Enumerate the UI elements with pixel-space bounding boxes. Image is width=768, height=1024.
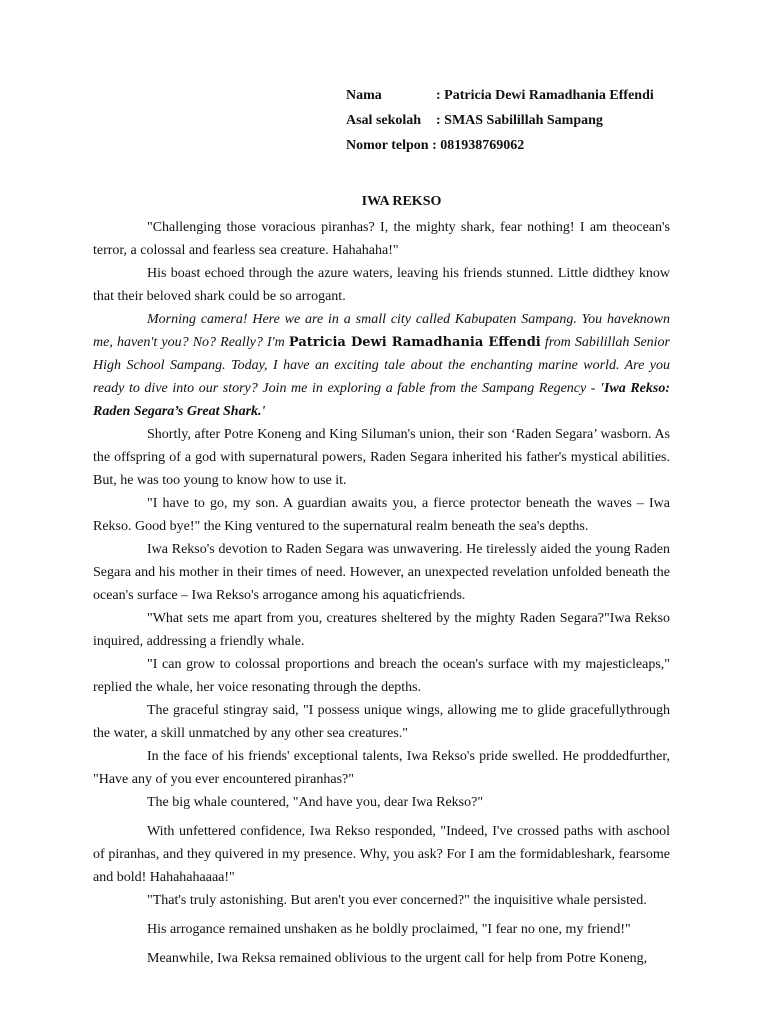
phone-label: Nomor telpon <box>346 138 429 153</box>
paragraph: "I have to go, my son. A guardian awaits you, a fierce protector beneath the waves – Iwa Rekso. Good bye!" the King ventured to the supernatural realm beneath the sea's depths. <box>93 496 670 534</box>
author-name: Patricia Dewi Ramadhania Effendi <box>288 335 541 350</box>
school-label: Asal sekolah <box>346 113 422 128</box>
paragraph: "Challenging those voracious piranhas? I, the mighty shark, fear nothing! I am theocean's terror, a colossal and fearless sea creature. Hahahaha!" <box>93 220 670 258</box>
name-value: : Patricia Dewi Ramadhania Effendi <box>436 88 654 103</box>
narrator-text: from Sabilillah Senior High School Sampang. Today, I have an exciting tale about the enchanting marine world. Are you ready to dive into our story? Join me in exploring a fable from the Sampang Regency - <box>93 335 671 396</box>
paragraph: "What sets me apart from you, creatures sheltered by the mighty Raden Segara?"Iwa Rekso inquired, addressing a friendly whale. <box>93 611 670 649</box>
paragraph: The graceful stingray said, "I possess unique wings, allowing me to glide gracefullythrough the water, a skill unmatched by any other sea creatures." <box>93 703 670 741</box>
paragraph: Iwa Rekso's devotion to Raden Segara was unwavering. He tirelessly aided the young Raden Segara and his mother in their times of need. However, an unexpected revelation unfolded beneath the ocean's surface – Iwa Rekso's arrogance among his aquaticfriends. <box>93 542 670 603</box>
story-title: IWA REKSO <box>361 194 442 209</box>
school-value: : SMAS Sabilillah Sampang <box>436 113 603 128</box>
paragraph: In the face of his friends' exceptional talents, Iwa Rekso's pride swelled. He proddedfurther, "Have any of you ever encountered piranhas?" <box>93 749 670 787</box>
paragraph: With unfettered confidence, Iwa Rekso responded, "Indeed, I've crossed paths with aschool of piranhas, and they quivered in my presence. Why, you ask? For I am the formidableshark, fearsome and bold! Hahahahaaaa!" <box>93 824 670 885</box>
name-label: Nama <box>346 88 382 103</box>
paragraph: "I can grow to colossal proportions and breach the ocean's surface with my majesticleaps," replied the whale, her voice resonating through the depths. <box>93 657 670 695</box>
narrator-text: Morning camera! Here we are in a small city called Kabupaten Sampang. You haveknown me, haven't you? No? Really? I'm <box>93 312 670 350</box>
paragraph: Shortly, after Potre Koneng and King Siluman's union, their son ‘Raden Segara’ wasborn. As the offspring of a god with supernatural powers, Raden Segara inherited his father's mystical abilities. But, he was too young to know how to use it. <box>93 427 670 488</box>
paragraph: "That's truly astonishing. But aren't you ever concerned?" the inquisitive whale persisted. <box>147 893 647 908</box>
paragraph: His arrogance remained unshaken as he boldly proclaimed, "I fear no one, my friend!" <box>147 922 631 937</box>
fable-title: 'Iwa Rekso: Raden Segara’s Great Shark.' <box>93 381 670 419</box>
phone-value: : 081938769062 <box>432 138 525 153</box>
paragraph: His boast echoed through the azure waters, leaving his friends stunned. Little didthey know that their beloved shark could be so arrogant. <box>93 266 670 304</box>
author-info-block <box>346 86 654 161</box>
phone-row <box>346 136 654 161</box>
story-body <box>93 216 670 970</box>
narrator-paragraph <box>93 308 670 423</box>
school-row <box>346 111 654 136</box>
paragraph: Meanwhile, Iwa Reksa remained oblivious to the urgent call for help from Potre Koneng, <box>147 951 648 966</box>
name-row <box>346 86 654 111</box>
paragraph: The big whale countered, "And have you, dear Iwa Rekso?" <box>147 795 484 810</box>
